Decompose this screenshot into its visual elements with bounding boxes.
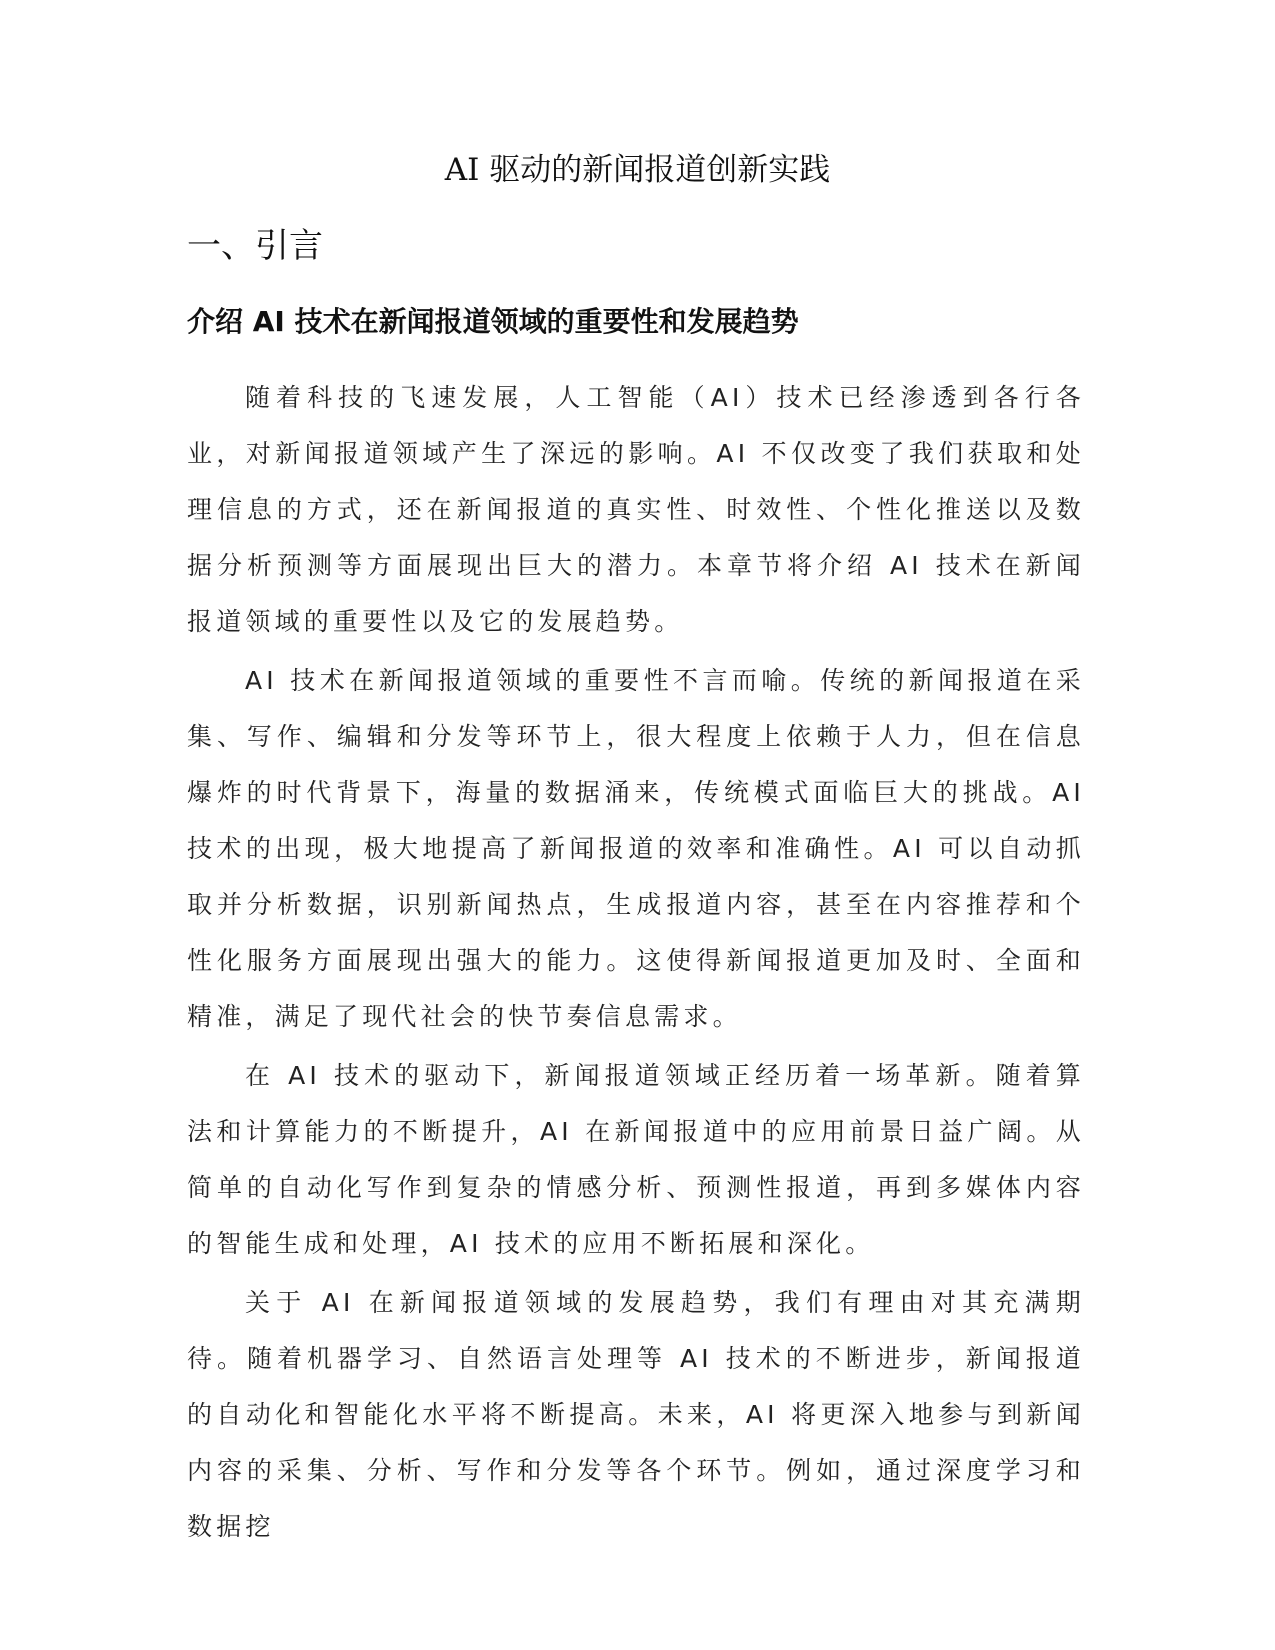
paragraph: 在 AI 技术的驱动下，新闻报道领域正经历着一场革新。随着算法和计算能力的不断提升，AI 在新闻报道中的应用前景日益广阔。从简单的自动化写作到复杂的情感分析、预测性报道，再到多媒体内容的智能生成和处理，AI 技术的应用不断拓展和深化。: [187, 1061, 1085, 1258]
sub-heading: 介绍 AI 技术在新闻报道领域的重要性和发展趋势: [187, 305, 799, 338]
body-text: [187, 370, 1085, 1558]
paragraph: 随着科技的飞速发展，人工智能（AI）技术已经渗透到各行各业，对新闻报道领域产生了深远的影响。AI 不仅改变了我们获取和处理信息的方式，还在新闻报道的真实性、时效性、个性化推送以及数据分析预测等方面展现出巨大的潜力。本章节将介绍 AI 技术在新闻报道领域的重要性以及它的发展趋势。: [187, 383, 1085, 636]
paragraph: AI 技术在新闻报道领域的重要性不言而喻。传统的新闻报道在采集、写作、编辑和分发等环节上，很大程度上依赖于人力，但在信息爆炸的时代背景下，海量的数据涌来，传统模式面临巨大的挑战。AI 技术的出现，极大地提高了新闻报道的效率和准确性。AI 可以自动抓取并分析数据，识别新闻热点，生成报道内容，甚至在内容推荐和个性化服务方面展现出强大的能力。这使得新闻报道更加及时、全面和精准，满足了现代社会的快节奏信息需求。: [187, 666, 1085, 1031]
paragraph: 关于 AI 在新闻报道领域的发展趋势，我们有理由对其充满期待。随着机器学习、自然语言处理等 AI 技术的不断进步，新闻报道的自动化和智能化水平将不断提高。未来，AI 将更深入地参与到新闻内容的采集、分析、写作和分发等各个环节。例如，通过深度学习和数据挖: [187, 1288, 1085, 1541]
section-heading: 一、引言: [187, 226, 323, 266]
document-title: AI 驱动的新闻报道创新实践: [444, 152, 831, 188]
